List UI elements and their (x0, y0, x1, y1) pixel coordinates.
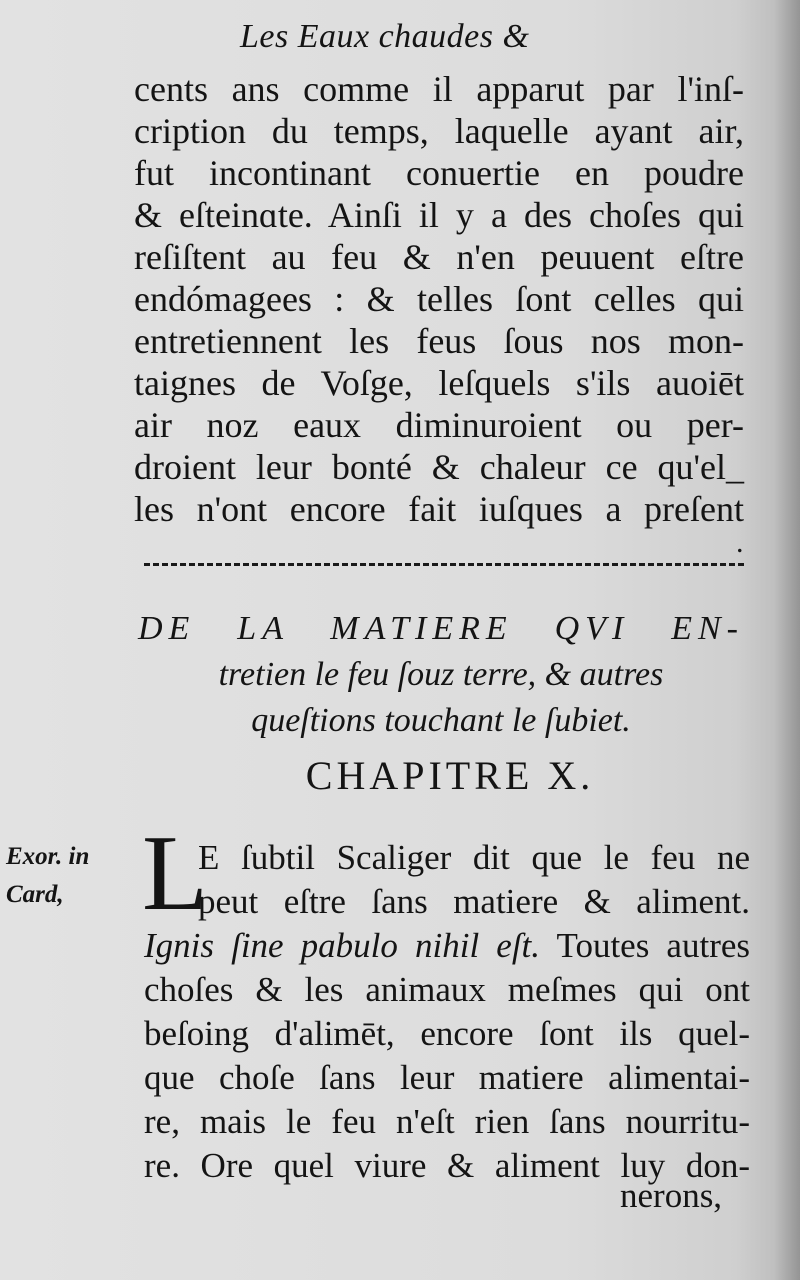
text-line: air noz eaux diminuroient ou per- (134, 405, 744, 445)
text-line: re, mais le feu n'eſt rien ſans nourritu- (144, 1102, 750, 1141)
text-line: droient leur bonté & chaleur ce qu'el_ (134, 447, 744, 487)
text-line: re. Ore quel viure & aliment luy don- (144, 1146, 750, 1185)
text-fragment: Toutes autres (556, 926, 751, 965)
text-line: taignes de Voſge, leſquels s'ils auoiēt (134, 363, 744, 403)
text-line: fut incontinant conuertie en poudre (134, 153, 744, 193)
text-line: cents ans comme il apparut par l'inſ- (134, 69, 744, 109)
section-title-line: tretien le feu ſouz terre, & autres (218, 656, 664, 693)
text-line: reſiſtent au feu & n'en peuuent eſtre (134, 237, 744, 277)
text-line: beſoing d'alimēt, encore ſont ils quel- (144, 1014, 750, 1053)
page-edge-shadow (774, 0, 800, 1280)
text-line: entretiennent les feus ſous nos mon- (134, 321, 744, 361)
text-line: cription du temps, laquelle ayant air, (134, 111, 744, 151)
marginal-note (6, 838, 89, 914)
text-line: que choſe ſans leur matiere alimentai- (144, 1058, 750, 1097)
body-text (134, 68, 744, 530)
text-line: endómagees : & telles ſont celles qui (134, 279, 744, 319)
chapter-heading: CHAPITRE X. (305, 753, 595, 798)
text-line: les n'ont encore fait iuſques a preſent (134, 489, 744, 529)
catchword: nerons, (620, 1176, 723, 1215)
text-line: peut eſtre ſans matiere & aliment. (198, 882, 750, 921)
end-mark: . (736, 526, 744, 559)
latin-quote: Ignis ſine pabulo nihil eſt. (144, 926, 541, 965)
drop-cap: L (142, 814, 208, 933)
running-head: Les Eaux chaudes & (240, 18, 530, 55)
text-line: & eſteinɑte. Ainſi il y a des choſes qui (134, 195, 744, 235)
text-line (144, 924, 750, 968)
section-title-line: DE LA MATIERE QVI EN- (138, 610, 744, 647)
text-line: choſes & les animaux meſmes qui ont (144, 970, 750, 1009)
text-line: E ſubtil Scaliger dit que le feu ne (198, 838, 750, 877)
marginal-note-line: Card, (6, 881, 64, 908)
section-title (138, 606, 744, 744)
section-title-line: queſtions touchant le ſubiet. (251, 702, 631, 739)
section-divider (144, 563, 744, 566)
marginal-note-line: Exor. in (6, 843, 90, 870)
chapter-text (144, 836, 750, 1188)
